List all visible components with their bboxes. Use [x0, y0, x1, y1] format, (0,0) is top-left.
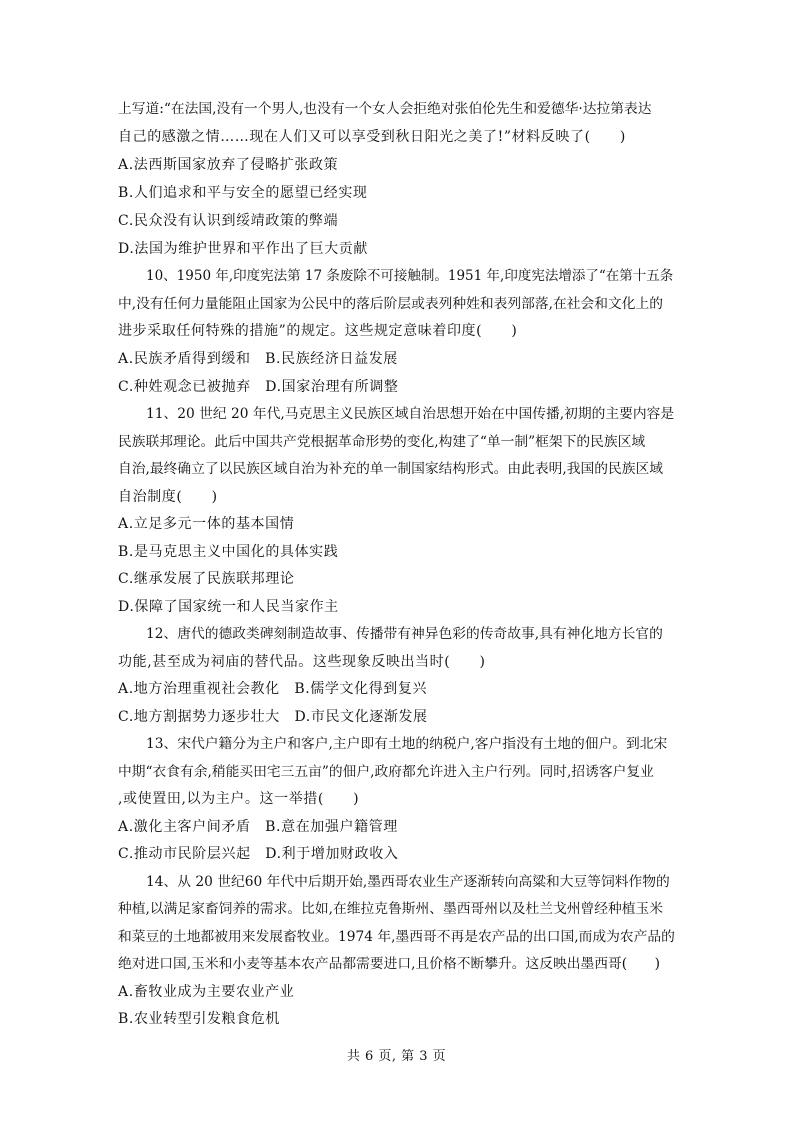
text-line: 和菜豆的土地都被用来发展畜牧业。1974 年,墨西哥不再是农产品的出口国,而成为农产品的	[118, 929, 675, 945]
option-d: D.法国为维护世界和平作出了巨大贡献	[118, 241, 368, 257]
option-b: B.农业转型引发粮食危机	[118, 1011, 280, 1027]
question-12: 12、唐代的德政类碑刻制造故事、传播带有神异色彩的传奇故事,具有神化地方长官的	[146, 626, 663, 642]
question-13: 13、宋代户籍分为主户和客户,主户即有土地的纳税户,客户指没有土地的佃户。到北宋	[146, 736, 668, 752]
option-c: C.继承发展了民族联邦理论	[118, 571, 295, 587]
options-cd: C.种姓观念已被抛弃 D.国家治理有所调整	[118, 379, 399, 395]
question-10: 10、1950 年,印度宪法第 17 条废除不可接触制。1951 年,印度宪法增添了“在第十五条	[146, 268, 674, 284]
text-line: 绝对进口国,玉米和小麦等基本农产品都需要进口,且价格不断攀升。这反映出墨西哥( )	[118, 956, 660, 972]
options-cd: C.地方割据势力逐步壮大 D.市民文化逐渐发展	[118, 709, 428, 725]
text-line: 功能,甚至成为祠庙的替代品。这些现象反映出当时( )	[118, 654, 486, 670]
option-a: A.畜牧业成为主要农业产业	[118, 984, 295, 1000]
options-cd: C.推动市民阶层兴起 D.利于增加财政收入	[118, 846, 399, 862]
text-line: ,或使置田,以为主户。这一举措( )	[118, 791, 360, 807]
options-ab: A.地方治理重视社会教化 B.儒学文化得到复兴	[118, 681, 428, 697]
options-ab: A.激化主客户间矛盾 B.意在加强户籍管理	[118, 819, 398, 835]
option-c: C.民众没有认识到绥靖政策的弊端	[118, 213, 339, 229]
question-11: 11、20 世纪 20 年代,马克思主义民族区域自治思想开始在中国传播,初期的主要内容是	[146, 406, 675, 422]
text-line: 民族联邦理论。此后中国共产党根据革命形势的变化,构建了“单一制”框架下的民族区域	[118, 434, 646, 450]
text-line: 中,没有任何力量能阻止国家为公民中的落后阶层或表列种姓和表列部落,在社会和文化上的	[118, 296, 663, 312]
option-d: D.保障了国家统一和人民当家作主	[118, 599, 339, 615]
text-line: 中期“衣食有余,稍能买田宅三五亩”的佃户,政府都允许进入主户行列。同时,招诱客户复业	[118, 764, 654, 780]
page-footer: 共 6 页, 第 3 页	[346, 1049, 447, 1064]
option-a: A.法西斯国家放弃了侵略扩张政策	[118, 157, 339, 173]
text-line: 自己的感激之情……现在人们又可以享受到秋日阳光之美了!”材料反映了( )	[118, 129, 626, 145]
text-line: 上写道:“在法国,没有一个男人,也没有一个女人会拒绝对张伯伦先生和爱德华·达拉第表达	[118, 101, 652, 117]
options-ab: A.民族矛盾得到缓和 B.民族经济日益发展	[118, 351, 398, 367]
option-b: B.是马克思主义中国化的具体实践	[118, 544, 339, 560]
question-14: 14、从 20 世纪60 年代中后期开始,墨西哥农业生产逐渐转向高粱和大豆等饲料作物的	[146, 874, 670, 890]
option-a: A.立足多元一体的基本国情	[118, 516, 295, 532]
text-line: 进步采取任何特殊的措施”的规定。这些规定意味着印度( )	[118, 323, 518, 339]
text-line: 自治制度( )	[118, 489, 218, 505]
option-b: B.人们追求和平与安全的愿望已经实现	[118, 185, 368, 201]
text-line: 自治,最终确立了以民族区域自治为补充的单一制国家结构形式。由此表明,我国的民族区域	[118, 461, 663, 477]
text-line: 种植,以满足家畜饲养的需求。比如,在维拉克鲁斯州、墨西哥州以及杜兰戈州曾经种植玉米	[118, 901, 663, 917]
